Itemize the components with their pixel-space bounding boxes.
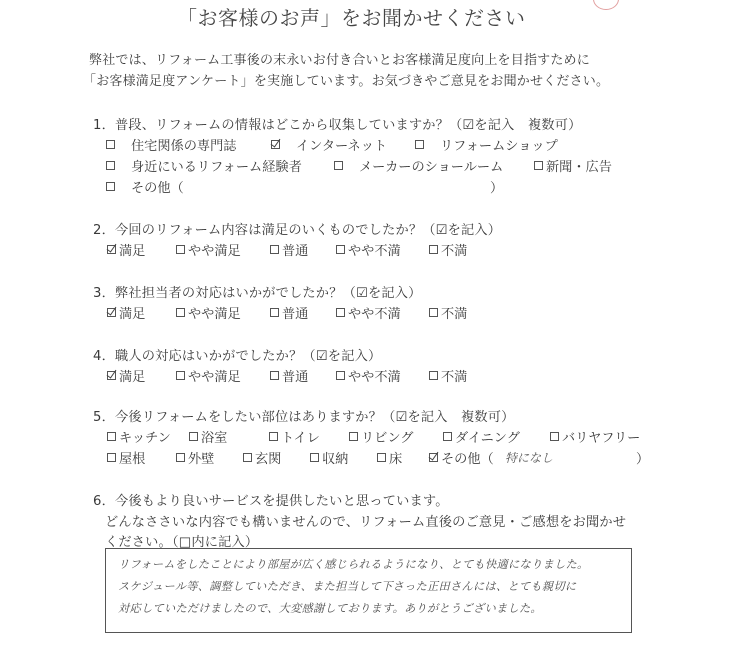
q2-option-satisfied[interactable]: 満足 xyxy=(107,240,145,259)
q4-option-dissatisfied[interactable]: 不満 xyxy=(429,366,467,385)
checkbox[interactable] xyxy=(310,453,319,462)
red-seal-stamp-icon xyxy=(593,0,619,10)
intro-line-1: 弊社では、リフォーム工事後の末永いお付き合いとお客様満足度向上を目指すために xyxy=(89,53,590,68)
checkbox[interactable] xyxy=(334,161,343,170)
q5-option-living[interactable]: リビング xyxy=(349,427,414,446)
checkbox[interactable] xyxy=(106,161,115,170)
q5-other-input[interactable]: 特になし xyxy=(505,451,554,465)
checkbox[interactable] xyxy=(443,432,452,441)
q5-option-roof[interactable]: 屋根 xyxy=(107,448,145,467)
q4-option-neutral[interactable]: 普通 xyxy=(270,366,308,385)
checkbox[interactable] xyxy=(106,140,115,149)
q3-option-dissatisfied[interactable]: 不満 xyxy=(429,303,467,322)
checkbox[interactable] xyxy=(429,308,438,317)
q5-option-exterior-wall[interactable]: 外壁 xyxy=(176,448,214,467)
q3-option-satisfied[interactable]: 満足 xyxy=(107,303,145,322)
q3-option-somewhat-satisfied[interactable]: やや満足 xyxy=(176,303,241,322)
checkbox[interactable] xyxy=(429,245,438,254)
checkbox[interactable] xyxy=(550,432,559,441)
q4-option-satisfied[interactable]: 満足 xyxy=(107,366,145,385)
q3-question: 3．弊社担当者の対応はいかがでしたか？（☑を記入） xyxy=(93,286,422,301)
checkbox[interactable] xyxy=(429,371,438,380)
checkbox-checked[interactable] xyxy=(107,308,116,317)
checkbox[interactable] xyxy=(415,140,424,149)
q5-option-bathroom[interactable]: 浴室 xyxy=(189,427,227,446)
q5-option-other[interactable]: その他（ xyxy=(429,448,494,467)
q1-option-newspaper[interactable]: 新聞・広告 xyxy=(534,156,612,175)
checkbox[interactable] xyxy=(107,453,116,462)
q1-option-showroom[interactable]: メーカーのショールーム xyxy=(334,156,503,175)
checkbox[interactable] xyxy=(189,432,198,441)
q1-other-close: ） xyxy=(490,181,504,196)
q5-option-storage[interactable]: 収納 xyxy=(310,448,348,467)
checkbox[interactable] xyxy=(269,432,278,441)
comment-line-2: スケジュール等、調整していただき、また担当して下さった正田さんには、とても親切に xyxy=(118,580,577,593)
q5-option-barrier-free[interactable]: バリヤフリー xyxy=(550,427,640,446)
checkbox[interactable] xyxy=(176,453,185,462)
q5-option-dining[interactable]: ダイニング xyxy=(443,427,520,446)
checkbox-checked[interactable] xyxy=(107,371,116,380)
checkbox[interactable] xyxy=(107,432,116,441)
q1-option-other[interactable]: その他（ xyxy=(106,177,184,196)
comment-line-1: リフォームをしたことにより部屋が広く感じられるようになり、とても快適になりました。 xyxy=(118,558,589,571)
q2-option-dissatisfied[interactable]: 不満 xyxy=(429,240,467,259)
q1-option-internet[interactable]: インターネット xyxy=(271,135,387,154)
q5-other-close: ） xyxy=(636,452,650,467)
q1-option-experienced-person[interactable]: 身近にいるリフォーム経験者 xyxy=(106,156,302,175)
checkbox[interactable] xyxy=(176,308,185,317)
q4-question: 4．職人の対応はいかがでしたか？（☑を記入） xyxy=(93,349,382,364)
q5-option-entrance[interactable]: 玄関 xyxy=(243,448,281,467)
checkbox-checked[interactable] xyxy=(271,140,280,149)
q5-option-toilet[interactable]: トイレ xyxy=(269,427,320,446)
q5-question: 5．今後リフォームをしたい部位はありますか？（☑を記入 複数可） xyxy=(93,410,515,425)
q2-question: 2．今回のリフォーム内容は満足のいくものでしたか？（☑を記入） xyxy=(93,223,502,238)
q5-option-floor[interactable]: 床 xyxy=(377,448,402,467)
checkbox[interactable] xyxy=(377,453,386,462)
intro-line-2: 「お客様満足度アンケート」を実施しています。お気づきやご意見をお聞かせください。 xyxy=(83,74,610,89)
q6-line-3: ください。（□内に記入） xyxy=(105,535,259,550)
checkbox[interactable] xyxy=(336,371,345,380)
checkbox[interactable] xyxy=(534,161,543,170)
q2-option-somewhat-satisfied[interactable]: やや満足 xyxy=(176,240,241,259)
checkbox-checked[interactable] xyxy=(107,245,116,254)
q1-option-reform-shop[interactable]: リフォームショップ xyxy=(415,135,558,154)
checkbox[interactable] xyxy=(270,371,279,380)
checkbox-checked[interactable] xyxy=(429,453,438,462)
q6-line-2: どんなささいな内容でも構いませんので、リフォーム直後のご意見・ご感想をお聞かせ xyxy=(105,515,627,530)
q4-option-somewhat-satisfied[interactable]: やや満足 xyxy=(176,366,241,385)
q6-line-1: 6．今後もより良いサービスを提供したいと思っています。 xyxy=(93,494,449,509)
checkbox[interactable] xyxy=(336,308,345,317)
q1-question: 1．普段、リフォームの情報はどこから収集していますか？（☑を記入 複数可） xyxy=(93,118,582,133)
checkbox[interactable] xyxy=(270,245,279,254)
comment-line-3: 対応していただけましたので、大変感謝しております。ありがとうございました。 xyxy=(118,602,542,615)
q5-option-kitchen[interactable]: キッチン xyxy=(107,427,171,446)
q3-option-neutral[interactable]: 普通 xyxy=(270,303,308,322)
checkbox[interactable] xyxy=(349,432,358,441)
q2-option-neutral[interactable]: 普通 xyxy=(270,240,308,259)
q2-option-somewhat-dissatisfied[interactable]: やや不満 xyxy=(336,240,401,259)
q4-option-somewhat-dissatisfied[interactable]: やや不満 xyxy=(336,366,401,385)
checkbox[interactable] xyxy=(176,245,185,254)
q1-option-magazine[interactable]: 住宅関係の専門誌 xyxy=(106,135,237,154)
checkbox[interactable] xyxy=(336,245,345,254)
checkbox[interactable] xyxy=(176,371,185,380)
checkbox[interactable] xyxy=(106,182,115,191)
checkbox[interactable] xyxy=(270,308,279,317)
page-title: 「お客様のお声」をお聞かせください xyxy=(177,6,526,30)
q3-option-somewhat-dissatisfied[interactable]: やや不満 xyxy=(336,303,401,322)
comment-textarea[interactable] xyxy=(105,548,632,633)
checkbox[interactable] xyxy=(243,453,252,462)
